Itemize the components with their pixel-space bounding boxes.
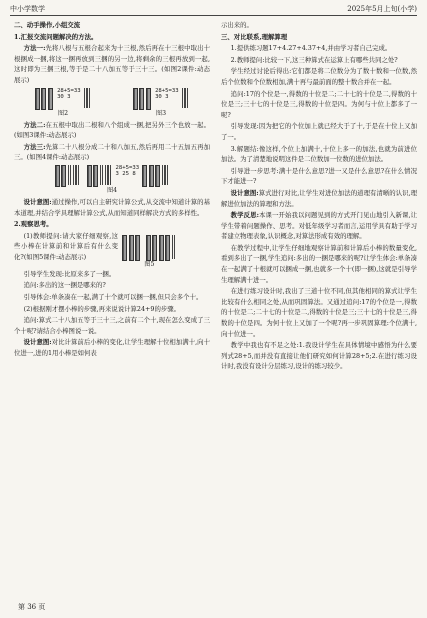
observe-step: (2)根据刚才摆小棒的步骤,再来说说计算24+9的步骤。 xyxy=(23,304,181,313)
observe-question: (1)教师提问:请大家仔细观察,这些小棒在计算前和计算后有什么变化?(如图5课件:动态展示) xyxy=(14,231,118,261)
subsection-title: 1.汇报交流问题解决的方法。 xyxy=(14,32,98,41)
calc-line: 30 3 xyxy=(155,94,169,101)
running-header xyxy=(10,2,417,14)
method-three: 方法三:先算二十八根分成二十和八加五,然后再用二十五加五再加三。(如图4课件:动态展示) xyxy=(14,142,211,162)
sticks-illustration xyxy=(122,235,177,261)
figure-row-2-3 xyxy=(14,88,210,118)
discussion: 学生经过讨论后得出:它们都是将二位数分为了数十数和一位数,然后个位数和个位数相加,满十再与最前面的整十数合并在一起。 xyxy=(221,67,417,86)
calc-line: 30 3 xyxy=(57,94,71,101)
design-intent-1: 设计意图:通过操作,可以自主研究计算公式,从交流中知道计算的基本道理,并结合学具理解计算公式,从而知道同样解决方式的多样性。 xyxy=(14,197,211,217)
figure-2 xyxy=(35,88,92,118)
sticks-illustration xyxy=(55,165,170,187)
method-two: 方法二:在五根中取出二根和八个组成一捆,把另外三个也放一起。(如图3课件:动态展示) xyxy=(14,120,211,140)
calc-line: 28+5=33 xyxy=(57,87,81,94)
observe-guide: 引导体会:单条凑在一起,满了十个就可以捆一捆,但只会多个十。 xyxy=(23,292,203,301)
observe-finding: 引导学生发现:比原来多了一捆。 xyxy=(23,269,116,278)
figure-caption: 图3 xyxy=(155,109,167,117)
calc-line: 28+5=33 xyxy=(115,164,140,171)
page-number: 第 36 页 xyxy=(18,603,46,611)
guided-finding: 引导发现:因为把它的个位加上就已经大于了十,于是在十位上又加了一。 xyxy=(221,122,417,141)
sticks-illustration xyxy=(35,88,92,110)
design-intent-2: 设计意图:对比计算前后小棒的变化,让学生理解十位相加满十,向十位进一,进的1用小棒是如何表 xyxy=(14,338,211,357)
followup-question: 追问:17的个位是一,得数的十位是二;二十七的十位是二,得数的十位是三;三十七的十位是三,得数的十位是四。为何与十位上都多了一呢? xyxy=(221,89,417,119)
figure-caption: 图5 xyxy=(144,260,155,268)
figure-4 xyxy=(14,165,210,195)
reflection-4: 教学中我也有不足之处:1.我设计学生在具体情境中感悟为什么要列式28+5,而并没有直接让他们研究如何计算28+5;2.在进行练习设计时,我没有设计分层练习,设计的练习较少。 xyxy=(221,341,417,371)
design-intent-3: 设计意图:算式进行对比,让学生对进位加法的道理有清晰的认识,理解进位加法的算理和方法。 xyxy=(221,188,418,208)
left-column xyxy=(14,20,210,359)
figure-3 xyxy=(133,88,190,118)
journal-name: 中小学数学 xyxy=(10,5,45,13)
calc-line: 3 25 8 xyxy=(115,171,136,178)
teaching-reflection: 教学反思:本课一开始我以问题见到的方式开门见山地引入新课,让学生带着问题操作、思考。对低年级学习者而言,运用学具有助于学习者建立物理表象,认识概念,对算法形成有效的理解。 xyxy=(221,211,418,241)
observe-followup: 追问:多出的这一捆是哪来的? xyxy=(23,281,106,290)
further-thinking: 引导进一步思考:满十是什么意思?进一又是什么意思?在什么情况下才能进一? xyxy=(221,166,417,186)
exercise-2: 2.教师提问:比较一下,这三种算式在运算上有哪些共同之处? xyxy=(230,55,398,64)
calc-line: 28+5=33 xyxy=(155,87,179,94)
reflection-3: 在进行练习设计时,我出了三道十位不同,但其他相同的算式让学生比较有什么相同之处,从而巩固算法。又通过追问:17的个位是一,得数的十位是二;二十七的十位是二,得数的十位是三;三十七的十位是三,得数的十位是四。为何十位上又加了一个呢?再一步巩固算理:个位满十,向十位进一。 xyxy=(221,287,417,338)
summary: 3.解题结:像这样,个位上加满十,十位上多一的加法,也就为前进位加法。为了清楚地说明这件是二位数加一位数的进位加法。 xyxy=(221,144,417,164)
exercise-1: 1.提供练习题17+4.27+4.37+4,并由学习者自己完成。 xyxy=(230,44,392,53)
reflection-2: 在教学过程中,让学生仔细地观察计算前和计算后小棒的数量变化,看到多出了一捆,学生追问:多出的一捆是哪来的呢?让学生体会:单条凑在一起满了十根就可以捆成一捆,也就多一个十(即一捆),这就是引导学生理解满十进一。 xyxy=(221,243,417,284)
observe-question-2: 追问:算式二十八加五等于三十三,之前有二个十,现在怎么变成了三个十呢?请结合小棒图说一说。 xyxy=(14,316,210,335)
section-title: 三、对比联系,理解算理 xyxy=(221,32,288,41)
right-column xyxy=(221,20,417,373)
figure-5 xyxy=(122,235,177,269)
issue-date: 2025年5月上旬(小学) xyxy=(347,5,417,13)
figure-caption: 图2 xyxy=(57,109,69,117)
sticks-illustration xyxy=(133,88,190,110)
header-rule xyxy=(10,15,417,16)
observe-block xyxy=(14,231,210,269)
subsection-title: 2.观察思考。 xyxy=(14,220,53,229)
continued-text: 示出来的。 xyxy=(221,21,253,29)
figure-caption: 图4 xyxy=(106,186,118,194)
method-one: 方法一:先将八根与五根合起来为十三根,然后再在十三根中取出十根捆成一捆,将这一捆再放到三捆的另一边,将剩余的三根再放到一起,这时即为三捆三根,等于是二十八加五等于三十三。(如图2课件:动态展示) xyxy=(14,44,211,84)
section-title: 二、动手操作,小组交流 xyxy=(14,21,81,29)
